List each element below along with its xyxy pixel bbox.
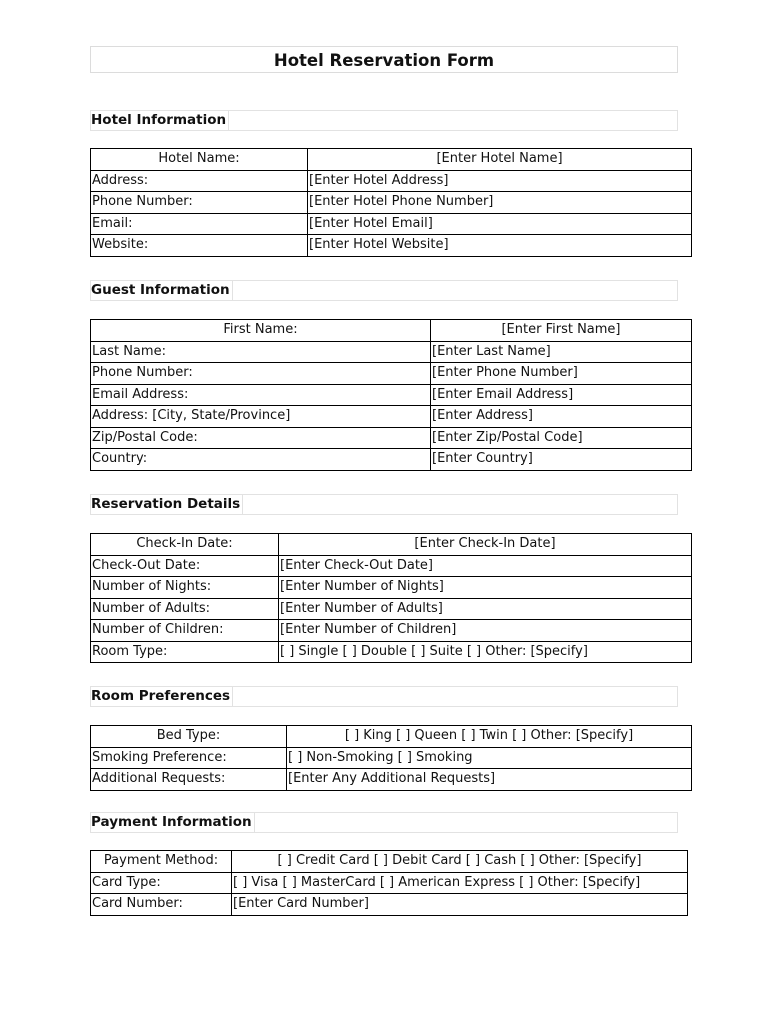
reservation-details-table <box>90 533 692 663</box>
field-label: First Name: <box>91 320 431 342</box>
field-label: Number of Children: <box>91 620 279 642</box>
table-row <box>91 747 692 769</box>
field-value[interactable]: [ ] Non-Smoking [ ] Smoking <box>287 747 692 769</box>
field-label: Last Name: <box>91 341 431 363</box>
field-value[interactable]: [ ] Visa [ ] MasterCard [ ] American Express [ ] Other: [Specify] <box>232 872 688 894</box>
field-value[interactable]: [Enter Card Number] <box>232 894 688 916</box>
table-row <box>91 598 692 620</box>
field-value[interactable]: [Enter Address] <box>431 406 692 428</box>
field-label: Hotel Name: <box>91 149 308 171</box>
field-label: Number of Adults: <box>91 598 279 620</box>
field-value[interactable]: [Enter Hotel Phone Number] <box>308 192 692 214</box>
table-row <box>91 363 692 385</box>
field-value[interactable]: [Enter Zip/Postal Code] <box>431 427 692 449</box>
table-row <box>91 170 692 192</box>
section-heading-label: Payment Information <box>91 813 255 832</box>
table-row <box>91 641 692 663</box>
section-heading-guest <box>90 280 678 301</box>
section-heading-label: Reservation Details <box>91 495 243 514</box>
field-label: Card Type: <box>91 872 232 894</box>
field-label: Number of Nights: <box>91 577 279 599</box>
table-row <box>91 851 688 873</box>
section-heading-room <box>90 686 678 707</box>
table-row <box>91 192 692 214</box>
field-label: Check-Out Date: <box>91 555 279 577</box>
table-row <box>91 149 692 171</box>
field-value[interactable]: [Enter Country] <box>431 449 692 471</box>
field-value[interactable]: [Enter Number of Nights] <box>279 577 692 599</box>
field-label: Room Type: <box>91 641 279 663</box>
field-label: Email Address: <box>91 384 431 406</box>
guest-information-table <box>90 319 692 471</box>
field-label: Smoking Preference: <box>91 747 287 769</box>
table-row <box>91 213 692 235</box>
field-label: Check-In Date: <box>91 534 279 556</box>
field-value[interactable]: [Enter Check-Out Date] <box>279 555 692 577</box>
field-value[interactable]: [Enter Hotel Address] <box>308 170 692 192</box>
field-value[interactable]: [ ] King [ ] Queen [ ] Twin [ ] Other: [Specify] <box>287 726 692 748</box>
table-row <box>91 235 692 257</box>
field-value[interactable]: [Enter First Name] <box>431 320 692 342</box>
room-preferences-table <box>90 725 692 791</box>
table-row <box>91 769 692 791</box>
table-row <box>91 620 692 642</box>
field-value[interactable]: [Enter Email Address] <box>431 384 692 406</box>
field-value[interactable]: [Enter Number of Children] <box>279 620 692 642</box>
section-heading-payment <box>90 812 678 833</box>
table-row <box>91 534 692 556</box>
table-row <box>91 320 692 342</box>
field-value[interactable]: [ ] Credit Card [ ] Debit Card [ ] Cash [ ] Other: [Specify] <box>232 851 688 873</box>
field-value[interactable]: [Enter Check-In Date] <box>279 534 692 556</box>
field-label: Country: <box>91 449 431 471</box>
payment-information-table <box>90 850 688 916</box>
field-label: Phone Number: <box>91 363 431 385</box>
field-label: Address: [City, State/Province] <box>91 406 431 428</box>
field-label: Card Number: <box>91 894 232 916</box>
field-label: Bed Type: <box>91 726 287 748</box>
section-heading-reservation <box>90 494 678 515</box>
table-row <box>91 341 692 363</box>
field-label: Email: <box>91 213 308 235</box>
field-value[interactable]: [Enter Hotel Name] <box>308 149 692 171</box>
field-value[interactable]: [Enter Any Additional Requests] <box>287 769 692 791</box>
field-value[interactable]: [Enter Last Name] <box>431 341 692 363</box>
section-heading-hotel <box>90 110 678 131</box>
field-label: Website: <box>91 235 308 257</box>
table-row <box>91 726 692 748</box>
field-value[interactable]: [Enter Hotel Website] <box>308 235 692 257</box>
section-heading-label: Hotel Information <box>91 111 229 130</box>
field-label: Phone Number: <box>91 192 308 214</box>
table-row <box>91 577 692 599</box>
field-value[interactable]: [ ] Single [ ] Double [ ] Suite [ ] Other: [Specify] <box>279 641 692 663</box>
field-value[interactable]: [Enter Phone Number] <box>431 363 692 385</box>
table-row <box>91 384 692 406</box>
field-label: Payment Method: <box>91 851 232 873</box>
field-label: Additional Requests: <box>91 769 287 791</box>
field-value[interactable]: [Enter Number of Adults] <box>279 598 692 620</box>
table-row <box>91 872 688 894</box>
table-row <box>91 449 692 471</box>
section-heading-label: Room Preferences <box>91 687 233 706</box>
field-value[interactable]: [Enter Hotel Email] <box>308 213 692 235</box>
table-row <box>91 555 692 577</box>
table-row <box>91 894 688 916</box>
hotel-information-table <box>90 148 692 257</box>
table-row <box>91 406 692 428</box>
field-label: Zip/Postal Code: <box>91 427 431 449</box>
table-row <box>91 427 692 449</box>
section-heading-label: Guest Information <box>91 281 233 300</box>
page-title: Hotel Reservation Form <box>90 46 678 73</box>
field-label: Address: <box>91 170 308 192</box>
